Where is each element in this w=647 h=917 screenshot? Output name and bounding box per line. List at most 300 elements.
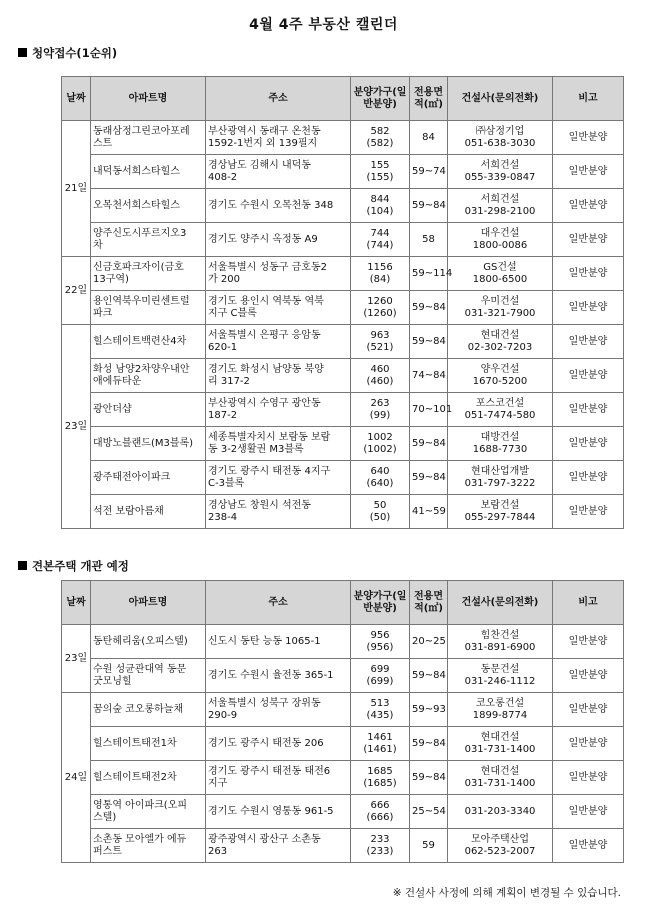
table-row [62, 393, 624, 427]
address-cell [206, 155, 351, 189]
general-units: (233) [366, 845, 394, 857]
note-cell [553, 727, 624, 761]
header-area-text: 전용 [414, 590, 434, 602]
table-row [62, 727, 624, 761]
general-units: (1260) [363, 307, 397, 319]
note-text: 일반분양 [568, 771, 608, 783]
address-line: 408-2 [208, 171, 238, 183]
address-line: 동 3-2생활권 M3블록 [208, 443, 304, 455]
general-units: (1685) [363, 777, 397, 789]
address-line: 광주광역시 광산구 소촌동 [208, 833, 321, 845]
area-cell [410, 427, 448, 461]
subscription-table [61, 76, 624, 529]
header-address [206, 77, 351, 121]
address-line: 경기도 용인시 역북동 역북 [208, 295, 324, 307]
note-cell [553, 625, 624, 659]
table-row [62, 427, 624, 461]
header-address-text: 주소 [268, 596, 288, 608]
area-value: 59~84 [412, 437, 446, 449]
builder-cell [448, 495, 553, 529]
address-line: 경기도 수원시 오목천동 348 [208, 199, 334, 211]
note-cell [553, 495, 624, 529]
apartment-name-cell [91, 189, 206, 223]
address-cell [206, 359, 351, 393]
day-label: 22일 [64, 284, 88, 296]
total-units: 1260 [367, 295, 393, 307]
note-cell [553, 693, 624, 727]
apartment-name-cell [91, 427, 206, 461]
area-cell [410, 659, 448, 693]
note-cell [553, 761, 624, 795]
address-line: 서울특별시 은평구 응암동 [208, 329, 321, 341]
table-row [62, 625, 624, 659]
address-line: 경기도 양주시 옥정동 A9 [208, 233, 318, 245]
area-value: 74~84 [412, 369, 446, 381]
address-line: 경상남도 김해시 내덕동 [208, 159, 311, 171]
table-row [62, 291, 624, 325]
units-cell [351, 427, 410, 461]
address-line: 부산광역시 동래구 온천동 [208, 125, 321, 137]
area-cell [410, 189, 448, 223]
header-builder-text: (문의전화) [490, 596, 539, 608]
units-cell [351, 121, 410, 155]
note-text: 일반분양 [568, 805, 608, 817]
note-text: 일반분양 [568, 165, 608, 177]
header-day [62, 77, 91, 121]
general-units: (582) [366, 137, 394, 149]
builder-name: GS건설 [483, 261, 517, 273]
apartment-name-line: 차 [93, 239, 103, 251]
table-row [62, 121, 624, 155]
total-units: 699 [370, 663, 390, 675]
section-heading-text: 견본주택 개관 예정 [32, 559, 129, 573]
address-cell [206, 427, 351, 461]
address-line: 경기도 수원시 율전동 365-1 [208, 669, 334, 681]
note-cell [553, 223, 624, 257]
address-line: 620-1 [208, 341, 238, 353]
header-area-text: 면적 [414, 590, 443, 614]
note-cell [553, 659, 624, 693]
total-units: 460 [370, 363, 390, 375]
table-row [62, 359, 624, 393]
general-units: (1461) [363, 743, 397, 755]
builder-name: 우미건설 [480, 295, 520, 307]
area-value: 59~84 [412, 199, 446, 211]
note-cell [553, 359, 624, 393]
table-row [62, 495, 624, 529]
units-cell [351, 461, 410, 495]
units-cell [351, 291, 410, 325]
total-units: 1461 [367, 731, 393, 743]
general-units: (640) [366, 477, 394, 489]
builder-cell [448, 693, 553, 727]
general-units: (155) [366, 171, 394, 183]
total-units: 155 [370, 159, 390, 171]
note-cell [553, 155, 624, 189]
square-bullet-icon [18, 561, 27, 570]
builder-name: 힘찬건설 [480, 629, 520, 641]
apartment-name-cell [91, 257, 206, 291]
apartment-name-cell [91, 693, 206, 727]
address-line: 경기도 광주시 태전동 206 [208, 737, 324, 749]
address-line: 경기도 수원시 영통동 961-5 [208, 805, 334, 817]
builder-cell [448, 121, 553, 155]
note-cell [553, 427, 624, 461]
total-units: 640 [370, 465, 390, 477]
area-value: 59~74 [412, 165, 446, 177]
builder-phone: 1800-6500 [472, 273, 528, 285]
general-units: (956) [366, 641, 394, 653]
units-cell [351, 727, 410, 761]
address-cell [206, 829, 351, 863]
units-cell [351, 829, 410, 863]
builder-name: 대우건설 [480, 227, 520, 239]
address-line: 263 [208, 845, 228, 857]
apartment-name-cell [91, 291, 206, 325]
builder-name: 현대건설 [480, 731, 520, 743]
area-value: 58 [422, 233, 435, 245]
general-units: (99) [369, 409, 391, 421]
header-note [553, 581, 624, 625]
address-cell [206, 795, 351, 829]
address-line: C-3블록 [208, 477, 245, 489]
address-cell [206, 189, 351, 223]
apartment-name-line: 꿈의숲 코오롱하늘채 [93, 703, 184, 715]
total-units: 963 [370, 329, 390, 341]
builder-name: 서희건설 [480, 159, 520, 171]
table-row [62, 761, 624, 795]
builder-cell [448, 189, 553, 223]
apartment-name-line: 퍼스트 [93, 845, 122, 857]
area-cell [410, 761, 448, 795]
apartment-name-line: 내덕동서희스타힐스 [93, 165, 180, 177]
header-day [62, 581, 91, 625]
header-units [351, 581, 410, 625]
apartment-name-cell [91, 625, 206, 659]
general-units: (104) [366, 205, 394, 217]
area-value: 59~84 [412, 771, 446, 783]
area-value: 25~54 [412, 805, 446, 817]
apartment-name-line: 석전 보람아름채 [93, 505, 164, 517]
builder-name: 동문건설 [480, 663, 520, 675]
day-label: 21일 [64, 182, 88, 194]
table-row [62, 461, 624, 495]
area-value: 59~84 [412, 471, 446, 483]
total-units: 1156 [367, 261, 393, 273]
units-cell [351, 155, 410, 189]
total-units: 50 [373, 499, 387, 511]
apartment-name-cell [91, 359, 206, 393]
apartment-name-line: 오목천서희스타힐스 [93, 199, 180, 211]
address-cell [206, 495, 351, 529]
header-day-text: 날짜 [66, 596, 86, 608]
note-text: 일반분양 [568, 335, 608, 347]
builder-name: 모아주택산업 [471, 833, 529, 845]
address-cell [206, 223, 351, 257]
address-line: 지구 [208, 777, 228, 789]
builder-phone: 031-321-7900 [464, 307, 536, 319]
area-cell [410, 155, 448, 189]
address-cell [206, 461, 351, 495]
model-house-table [61, 580, 624, 863]
note-text: 일반분양 [568, 199, 608, 211]
header-address [206, 581, 351, 625]
header-builder-text: 건설사 [461, 92, 491, 104]
area-cell [410, 291, 448, 325]
area-cell [410, 359, 448, 393]
general-units: (699) [366, 675, 394, 687]
table-header-row [62, 77, 624, 121]
header-apartment-name-text: 아파트명 [128, 92, 168, 104]
address-line: 지구 C블록 [208, 307, 257, 319]
address-line: 290-9 [208, 709, 238, 721]
note-text: 일반분양 [568, 369, 608, 381]
area-value: 70~101 [412, 403, 453, 415]
builder-cell [448, 829, 553, 863]
area-cell [410, 393, 453, 427]
total-units: 263 [370, 397, 390, 409]
area-value: 59~84 [412, 335, 446, 347]
builder-cell [448, 325, 553, 359]
apartment-name-line: 광주태전아이파크 [93, 471, 171, 483]
apartment-name-line: 대방노블랜드(M3블록) [93, 437, 194, 449]
note-text: 일반분양 [568, 131, 608, 143]
address-line: 세종특별자치시 보람동 보람 [208, 431, 331, 443]
area-cell [410, 461, 448, 495]
area-cell [410, 257, 453, 291]
apartment-name-line: 영통역 아이파크(오피 [93, 799, 188, 811]
area-cell [410, 325, 448, 359]
builder-phone: 062-523-2007 [464, 845, 536, 857]
day-cell [62, 625, 91, 693]
note-cell [553, 829, 624, 863]
table-row [62, 257, 624, 291]
square-bullet-icon [18, 48, 27, 57]
day-label: 24일 [64, 771, 88, 783]
header-address-text: 주소 [268, 92, 288, 104]
section-heading-text: 청약접수(1순위) [32, 46, 118, 60]
note-text: 일반분양 [568, 233, 608, 245]
builder-cell [448, 727, 553, 761]
apartment-name-cell [91, 393, 206, 427]
apartment-name-line: 힐스테이트태전2차 [93, 771, 177, 783]
builder-phone: 051-638-3030 [464, 137, 536, 149]
total-units: 1002 [367, 431, 393, 443]
table-row [62, 659, 624, 693]
apartment-name-cell [91, 223, 206, 257]
header-area [410, 77, 448, 121]
builder-phone: 1688-7730 [472, 443, 528, 455]
apartment-name-line: 동래삼정그린코아포레 [93, 125, 190, 137]
note-text: 일반분양 [568, 437, 608, 449]
builder-phone: 1800-0086 [472, 239, 528, 251]
address-line: 238-4 [208, 511, 238, 523]
address-cell [206, 121, 351, 155]
builder-name: 포스코건설 [475, 397, 525, 409]
table-row [62, 829, 624, 863]
area-value: 59~93 [412, 703, 446, 715]
builder-phone: 031-891-6900 [464, 641, 536, 653]
apartment-name-line: 애에듀타운 [93, 375, 142, 387]
day-label: 23일 [64, 420, 88, 432]
header-area [410, 581, 448, 625]
units-cell [351, 693, 410, 727]
builder-phone: 055-297-7844 [464, 511, 536, 523]
builder-phone: 031-298-2100 [464, 205, 536, 217]
builder-name: 양우건설 [480, 363, 520, 375]
note-cell [553, 257, 624, 291]
area-value: 59 [422, 839, 435, 851]
apartment-name-line: 파크 [93, 307, 113, 319]
builder-phone: 031-731-1400 [464, 743, 536, 755]
units-cell [351, 495, 410, 529]
general-units: (744) [366, 239, 394, 251]
address-line: 가 200 [208, 273, 240, 285]
table-row [62, 223, 624, 257]
address-line: 서울특별시 성북구 장위동 [208, 697, 321, 709]
note-cell [553, 121, 624, 155]
address-cell [206, 325, 351, 359]
address-cell [206, 393, 351, 427]
units-cell [351, 223, 410, 257]
area-value: 41~59 [412, 505, 446, 517]
apartment-name-cell [91, 795, 206, 829]
note-text: 일반분양 [568, 471, 608, 483]
table-row [62, 325, 624, 359]
builder-name: ㈜삼정기업 [475, 125, 525, 137]
apartment-name-line: 수원 성균관대역 동문 [93, 663, 187, 675]
apartment-name-line: 스트 [93, 137, 113, 149]
header-apartment-name [91, 581, 206, 625]
builder-phone: 055-339-0847 [464, 171, 536, 183]
builder-cell [448, 625, 553, 659]
total-units: 666 [370, 799, 390, 811]
note-text: 일반분양 [568, 669, 608, 681]
address-cell [206, 625, 351, 659]
units-cell [351, 761, 410, 795]
address-line: 리 317-2 [208, 375, 250, 387]
builder-name: 보람건설 [480, 499, 520, 511]
table-row [62, 795, 624, 829]
area-cell [410, 223, 448, 257]
builder-cell [448, 795, 553, 829]
general-units: (460) [366, 375, 394, 387]
note-cell [553, 461, 624, 495]
header-note [553, 77, 624, 121]
address-cell [206, 761, 351, 795]
builder-name: 현대건설 [480, 329, 520, 341]
total-units: 582 [370, 125, 390, 137]
area-value: 59~114 [412, 267, 453, 279]
builder-phone: 051-7474-580 [464, 409, 536, 421]
page-title: 4월 4주 부동산 캘린더 [249, 17, 398, 33]
note-text: 일반분양 [568, 737, 608, 749]
note-cell [553, 325, 624, 359]
apartment-name-line: 동탄헤리움(오피스텔) [93, 635, 188, 647]
day-cell [62, 325, 91, 529]
area-value: 59~84 [412, 669, 446, 681]
builder-name: 코오롱건설 [475, 697, 525, 709]
address-line: 1592-1번지 외 139필지 [208, 137, 318, 149]
units-cell [351, 659, 410, 693]
builder-name: 현대산업개발 [471, 465, 529, 477]
note-text: 일반분양 [568, 403, 608, 415]
builder-cell [448, 257, 553, 291]
general-units: (521) [366, 341, 394, 353]
apartment-name-cell [91, 325, 206, 359]
builder-phone: 031-731-1400 [464, 777, 536, 789]
address-cell [206, 727, 351, 761]
apartment-name-line: 용인역북우미린센트럴 [93, 295, 190, 307]
total-units: 844 [370, 193, 390, 205]
address-line: 신도시 동탄 능동 1065-1 [208, 635, 321, 647]
apartment-name-line: 13구역) [93, 273, 129, 285]
apartment-name-line: 소촌동 모아엘가 에듀 [93, 833, 187, 845]
note-cell [553, 291, 624, 325]
address-line: 부산광역시 수영구 광안동 [208, 397, 321, 409]
builder-phone: 1670-5200 [472, 375, 528, 387]
builder-name: 대방건설 [480, 431, 520, 443]
total-units: 744 [370, 227, 390, 239]
units-cell [351, 257, 410, 291]
header-area-text: 전용 [414, 86, 434, 98]
builder-phone: 1899-8774 [472, 709, 528, 721]
area-cell [410, 829, 448, 863]
note-text: 일반분양 [568, 635, 608, 647]
apartment-name-line: 힐스테이트백련산4차 [93, 335, 187, 347]
table-header-row [62, 581, 624, 625]
header-units-text: (일반분양) [363, 590, 407, 614]
builder-name: 현대건설 [480, 765, 520, 777]
area-cell [410, 625, 448, 659]
table-row [62, 693, 624, 727]
builder-cell [448, 461, 553, 495]
apartment-name-line: 광안더샵 [93, 403, 132, 415]
apartment-name-line: 힐스테이트태전1차 [93, 737, 177, 749]
units-cell [351, 625, 410, 659]
day-cell [62, 121, 91, 257]
address-cell [206, 257, 351, 291]
general-units: (435) [366, 709, 394, 721]
header-units-text: (일반분양) [363, 86, 407, 110]
area-cell [410, 495, 448, 529]
day-label: 23일 [64, 652, 88, 664]
builder-cell [448, 427, 553, 461]
apartment-name-cell [91, 727, 206, 761]
apartment-name-cell [91, 829, 206, 863]
general-units: (50) [369, 511, 391, 523]
address-line: 서울특별시 성동구 금호동2 [208, 261, 327, 273]
apartment-name-cell [91, 121, 206, 155]
units-cell [351, 795, 410, 829]
builder-phone: 031-203-3340 [464, 805, 536, 817]
area-value: 84 [422, 131, 435, 143]
header-apartment-name [91, 77, 206, 121]
area-cell [410, 121, 448, 155]
day-cell [62, 257, 91, 325]
note-text: 일반분양 [568, 703, 608, 715]
apartment-name-line: 양주신도시푸르지오3 [93, 227, 187, 239]
builder-name: 서희건설 [480, 193, 520, 205]
day-cell [62, 693, 91, 863]
header-area-text: (㎡) [423, 98, 443, 110]
address-line: 187-2 [208, 409, 238, 421]
table-row [62, 155, 624, 189]
note-text: 일반분양 [568, 301, 608, 313]
area-value: 59~84 [412, 301, 446, 313]
header-units-text: 분양가구 [353, 86, 393, 98]
general-units: (666) [366, 811, 394, 823]
